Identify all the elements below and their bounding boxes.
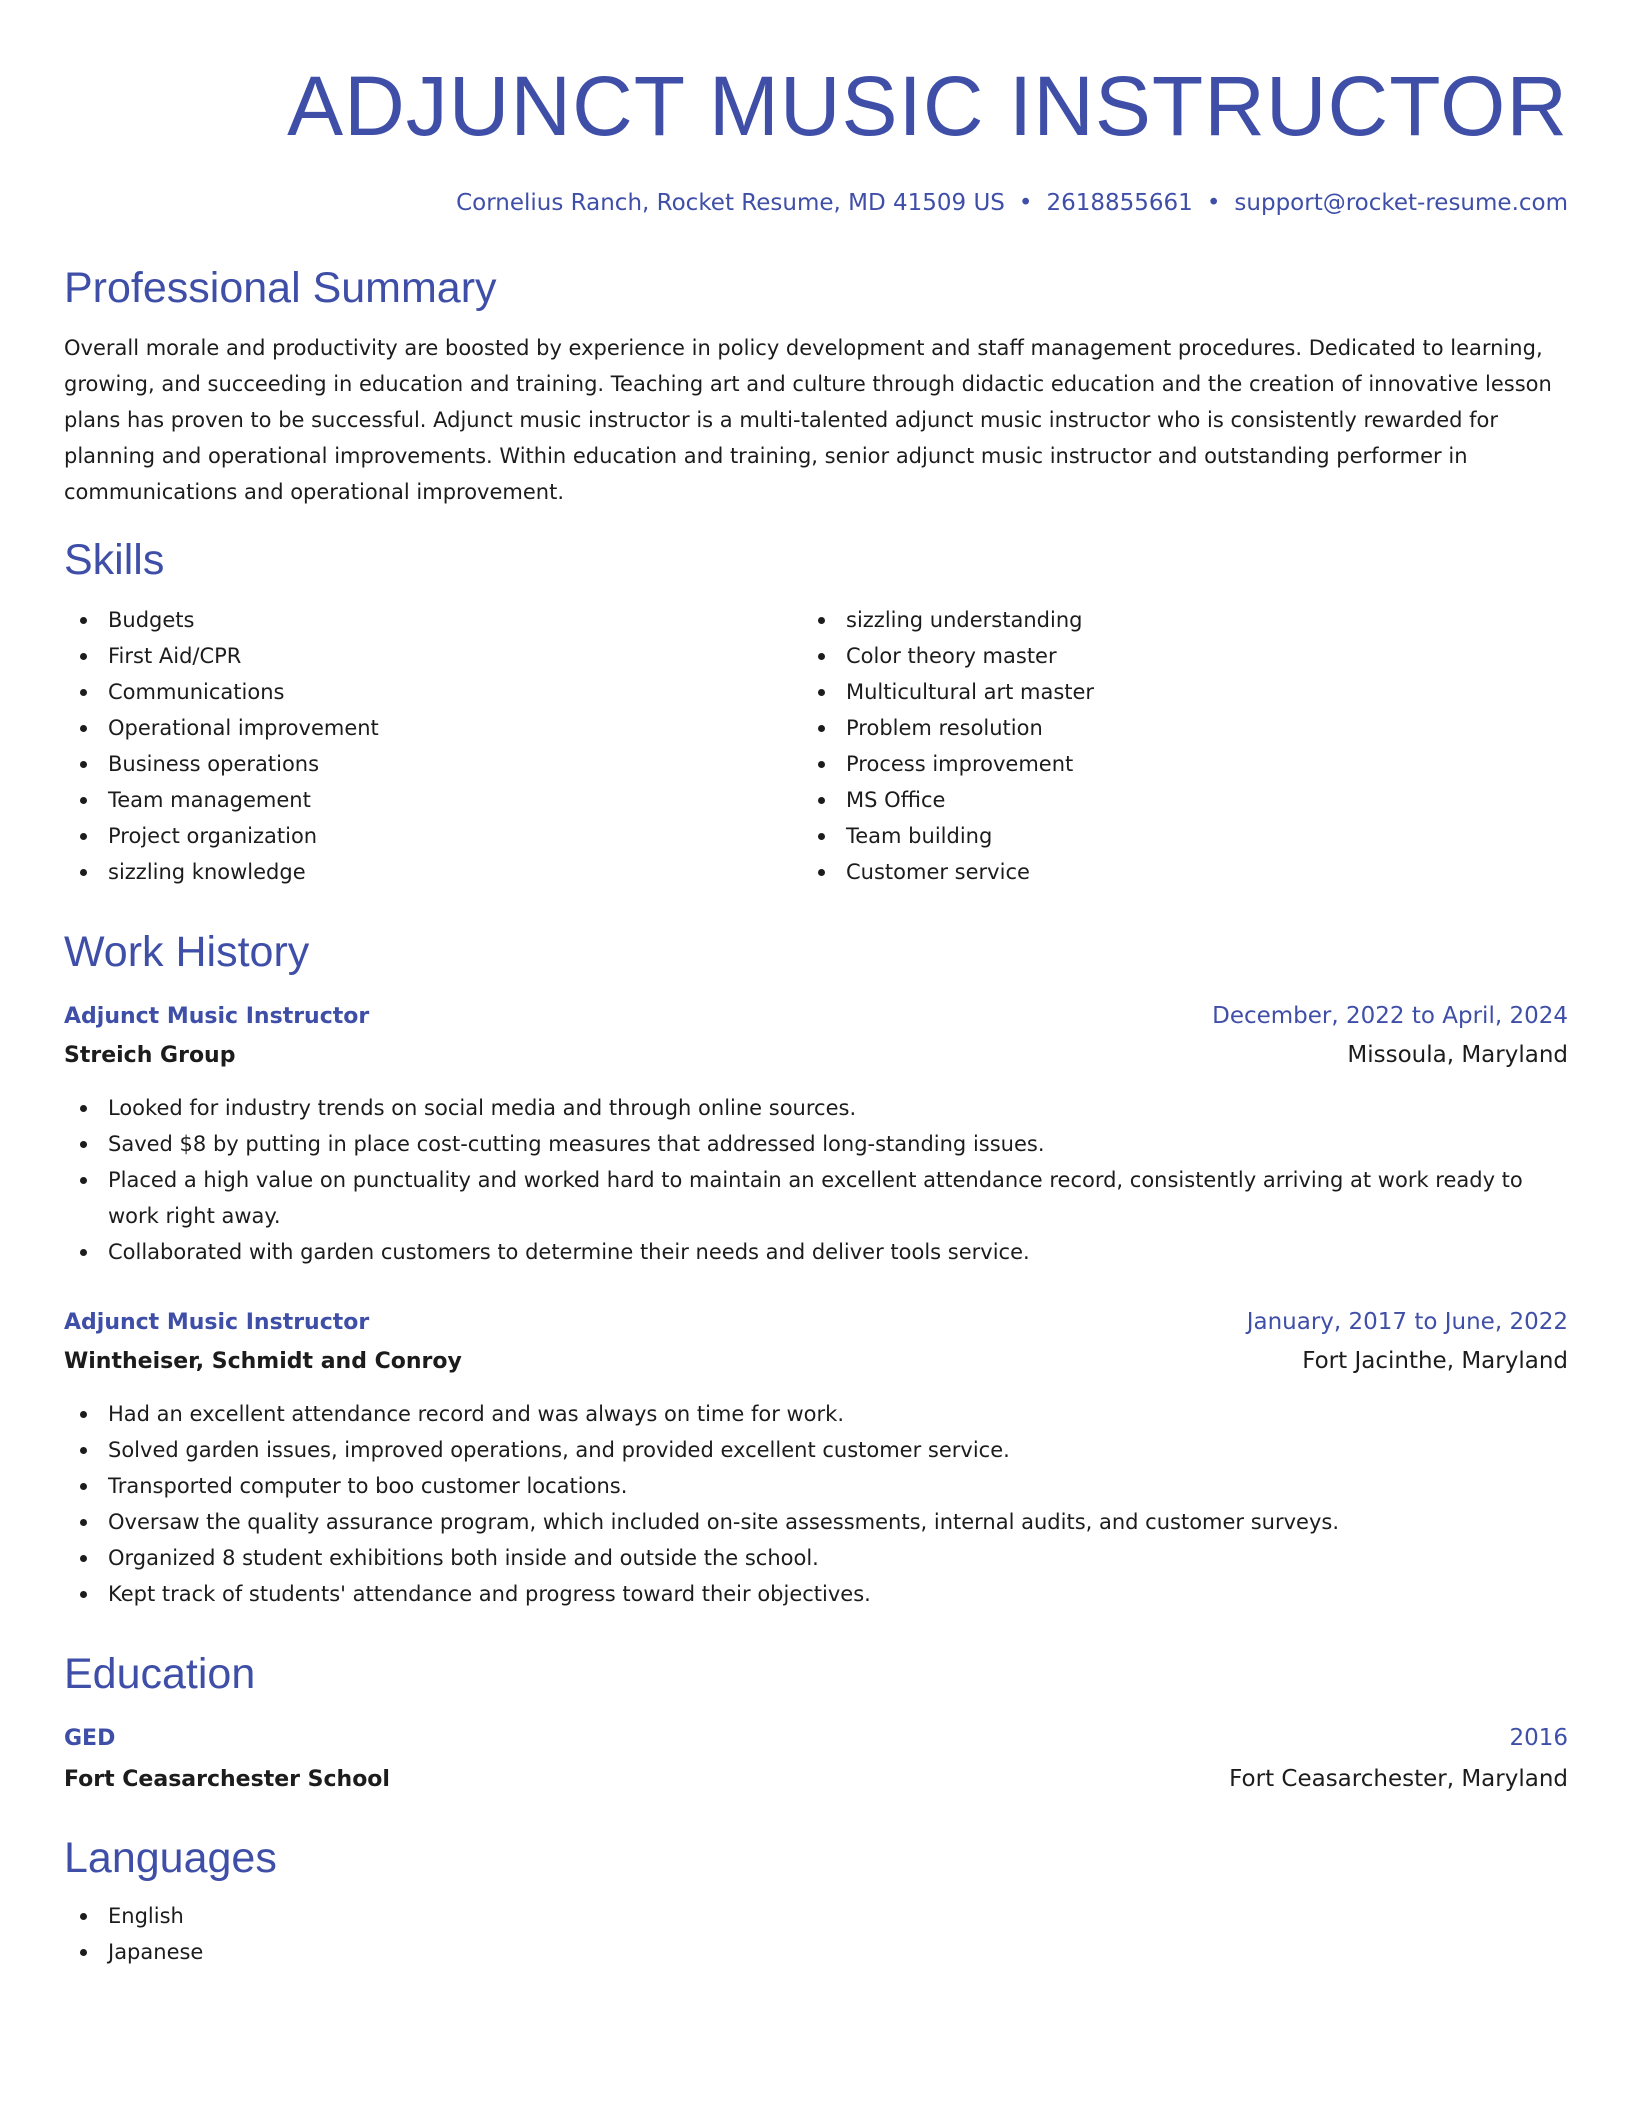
summary-text: Overall morale and productivity are boosted by experience in policy development and staff management procedures. Dedicated to learning, growing, and succeeding in education and training. Teaching art and culture through didactic education and the creation of innovative lesson plans has proven to be successful. Adjunct music instructor is a multi-talented adjunct music instructor who is consistently rewarded for planning and operational improvements. Within education and training, senior adjunct music instructor and outstanding performer in communications and operational improvement. — [64, 336, 1552, 504]
skills-section — [64, 532, 1568, 890]
job-bullets — [64, 1396, 1568, 1612]
education-school: Fort Ceasarchester School — [64, 1767, 390, 1792]
skill-item: Color theory master — [802, 638, 1540, 674]
skill-item: sizzling understanding — [802, 602, 1540, 638]
contact-separator: • — [1018, 190, 1033, 216]
job-bullet: Kept track of students' attendance and progress toward their objectives. — [64, 1576, 1568, 1612]
job-bullet: Looked for industry trends on social media and through online sources. — [64, 1090, 1568, 1126]
job-bullet: Oversaw the quality assurance program, which included on-site assessments, internal audits, and customer surveys. — [64, 1504, 1568, 1540]
resume-header — [64, 0, 1568, 220]
job-title: ADJUNCT MUSIC INSTRUCTOR — [287, 59, 1568, 153]
skill-item: Budgets — [64, 602, 802, 638]
contact-email[interactable]: support@rocket-resume.com — [1234, 190, 1568, 216]
job-company-row — [64, 1341, 1568, 1382]
job-bullet: Collaborated with garden customers to determine their needs and deliver tools service. — [64, 1234, 1568, 1270]
job-header-row — [64, 998, 1568, 1035]
education-school-row — [64, 1759, 1568, 1800]
skill-item: sizzling knowledge — [64, 854, 802, 890]
job-location: Missoula, Maryland — [1347, 1042, 1568, 1068]
education-entry — [64, 1720, 1568, 1800]
skill-item: Project organization — [64, 818, 802, 854]
skill-item: Team management — [64, 782, 802, 818]
skill-item: Communications — [64, 674, 802, 710]
job-entry — [64, 1304, 1568, 1612]
contact-address: Cornelius Ranch, Rocket Resume, MD 41509 US — [456, 190, 1005, 216]
job-company: Streich Group — [64, 1043, 236, 1068]
skill-item: Multicultural art master — [802, 674, 1540, 710]
skill-item: Process improvement — [802, 746, 1540, 782]
skill-item: Customer service — [802, 854, 1540, 890]
skill-item: Operational improvement — [64, 710, 802, 746]
skill-item: Problem resolution — [802, 710, 1540, 746]
education-location: Fort Ceasarchester, Maryland — [1229, 1766, 1568, 1792]
job-header-row — [64, 1304, 1568, 1341]
job-company-row — [64, 1035, 1568, 1076]
job-dates: December, 2022 to April, 2024 — [1212, 1003, 1568, 1029]
work-history-heading: Work History — [64, 928, 310, 976]
job-bullet: Had an excellent attendance record and was always on time for work. — [64, 1396, 1568, 1432]
languages-heading: Languages — [64, 1834, 277, 1882]
languages-section — [64, 1830, 1568, 1970]
job-role: Adjunct Music Instructor — [64, 1310, 370, 1335]
skills-column-right — [802, 602, 1540, 890]
skill-item: Team building — [802, 818, 1540, 854]
summary-heading: Professional Summary — [64, 264, 497, 312]
language-item: Japanese — [64, 1934, 1568, 1970]
job-entry — [64, 998, 1568, 1270]
job-bullet: Organized 8 student exhibitions both inside and outside the school. — [64, 1540, 1568, 1576]
job-bullet: Solved garden issues, improved operations, and provided excellent customer service. — [64, 1432, 1568, 1468]
education-degree-row — [64, 1720, 1568, 1757]
job-bullet: Placed a high value on punctuality and worked hard to maintain an excellent attendance record, consistently arriving at work ready to work right away. — [64, 1162, 1568, 1234]
contact-separator: • — [1206, 190, 1221, 216]
language-item: English — [64, 1898, 1568, 1934]
skills-grid — [64, 602, 1568, 890]
education-year: 2016 — [1509, 1725, 1568, 1751]
contact-phone: 2618855661 — [1046, 190, 1193, 216]
skills-heading: Skills — [64, 536, 165, 584]
skill-item: MS Office — [802, 782, 1540, 818]
job-dates: January, 2017 to June, 2022 — [1246, 1309, 1568, 1335]
job-bullet: Transported computer to boo customer locations. — [64, 1468, 1568, 1504]
work-history-section — [64, 924, 1568, 1612]
languages-list — [64, 1898, 1568, 1970]
job-location: Fort Jacinthe, Maryland — [1302, 1348, 1568, 1374]
skill-item: Business operations — [64, 746, 802, 782]
education-section — [64, 1646, 1568, 1800]
skills-column-left — [64, 602, 802, 890]
job-role: Adjunct Music Instructor — [64, 1004, 370, 1029]
job-bullet: Saved $8 by putting in place cost-cutting measures that addressed long-standing issues. — [64, 1126, 1568, 1162]
skill-item: First Aid/CPR — [64, 638, 802, 674]
job-company: Wintheiser, Schmidt and Conroy — [64, 1349, 462, 1374]
contact-line — [64, 186, 1568, 220]
education-degree: GED — [64, 1726, 116, 1751]
summary-section — [64, 260, 1568, 510]
job-bullets — [64, 1090, 1568, 1270]
education-heading: Education — [64, 1650, 256, 1698]
